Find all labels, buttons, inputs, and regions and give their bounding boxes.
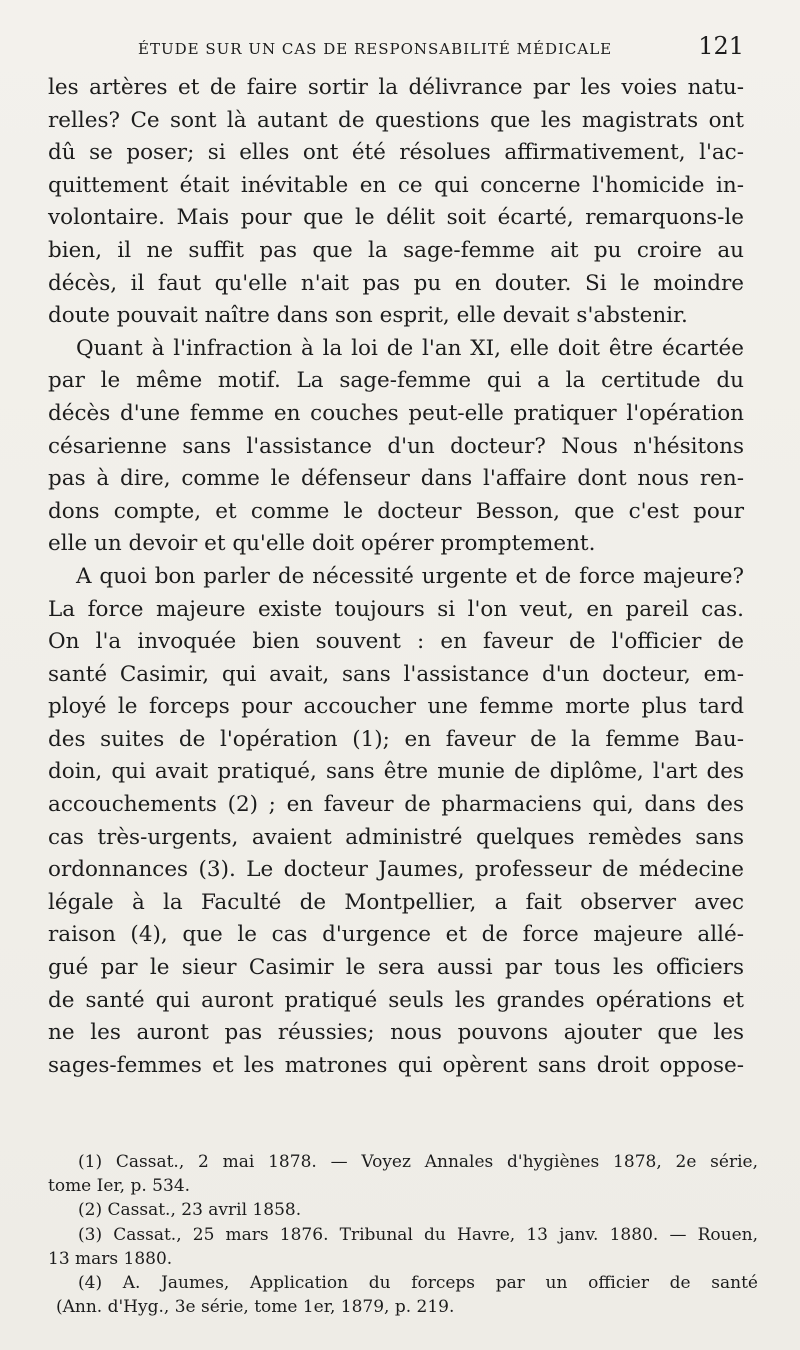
- footnote-line: (2) Cassat., 23 avril 1858.: [78, 1200, 302, 1221]
- text-line: sages-femmes et les matrones qui opèrent sans droit oppose-: [48, 1052, 744, 1078]
- text-line: décès, il faut qu'elle n'ait pas pu en douter. Si le moindre: [48, 270, 744, 296]
- text-line: dû se poser; si elles ont été résolues affirmativement, l'ac-: [48, 140, 744, 166]
- footnote-line: (Ann. d'Hyg., 3e série, tome 1er, 1879, p. 219.: [56, 1297, 455, 1318]
- text-line: volontaire. Mais pour que le délit soit écarté, remarquons-le: [48, 205, 744, 231]
- text-line: accouchements (2) ; en faveur de pharmaciens qui, dans des: [48, 792, 744, 818]
- text-line: quittement était inévitable en ce qui concerne l'homicide in-: [48, 172, 744, 198]
- text-line: par le même motif. La sage-femme qui a la certitude du: [48, 368, 744, 394]
- footnotes: [48, 1150, 758, 1319]
- page-number: 121: [698, 32, 744, 60]
- footnote-line: (4) A. Jaumes, Application du forceps par un officier de santé: [78, 1272, 758, 1293]
- footnote-line: (1) Cassat., 2 mai 1878. — Voyez Annales d'hygiènes 1878, 2e série,: [78, 1152, 758, 1172]
- text-line: décès d'une femme en couches peut-elle pratiquer l'opération: [48, 400, 744, 426]
- text-line: raison (4), que le cas d'urgence et de force majeure allé-: [48, 922, 744, 948]
- text-line: doin, qui avait pratiqué, sans être munie de diplôme, l'art des: [48, 759, 744, 785]
- text-line: les artères et de faire sortir la délivrance par les voies natu-: [48, 75, 744, 100]
- text-line: des suites de l'opération (1); en faveur de la femme Bau-: [48, 726, 744, 752]
- text-line: santé Casimir, qui avait, sans l'assistance d'un docteur, em-: [48, 661, 744, 687]
- text-line: gué par le sieur Casimir le sera aussi par tous les officiers: [48, 955, 744, 981]
- text-line: cas très-urgents, avaient administré quelques remèdes sans: [48, 824, 744, 850]
- text-line: On l'a invoquée bien souvent : en faveur de l'officier de: [48, 629, 744, 655]
- running-head: ÉTUDE SUR UN CAS DE RESPONSABILITÉ MÉDICALE: [138, 40, 613, 58]
- text-line: césarienne sans l'assistance d'un docteur? Nous n'hésitons: [48, 433, 744, 459]
- text-line: ployé le forceps pour accoucher une femme morte plus tard: [48, 694, 744, 720]
- footnote-line: (3) Cassat., 25 mars 1876. Tribunal du Havre, 13 janv. 1880. — Rouen,: [78, 1224, 758, 1245]
- footnote-line: tome Ier, p. 534.: [48, 1176, 191, 1197]
- text-line: légale à la Faculté de Montpellier, a fait observer avec: [48, 889, 744, 915]
- text-line: ne les auront pas réussies; nous pouvons ajouter que les: [48, 1020, 744, 1046]
- text-line: de santé qui auront pratiqué seuls les grandes opérations et: [48, 987, 744, 1013]
- text-line: Quant à l'infraction à la loi de l'an XI, elle doit être écartée: [76, 335, 744, 361]
- text-line: elle un devoir et qu'elle doit opérer promptement.: [48, 531, 596, 557]
- text-line: A quoi bon parler de nécessité urgente et de force majeure?: [76, 563, 744, 589]
- text-line: ordonnances (3). Le docteur Jaumes, professeur de médecine: [48, 857, 744, 883]
- text-line: La force majeure existe toujours si l'on veut, en pareil cas.: [48, 596, 744, 622]
- body-text: [48, 72, 744, 1082]
- text-line: doute pouvait naître dans son esprit, elle devait s'abstenir.: [48, 303, 688, 329]
- text-line: pas à dire, comme le défenseur dans l'affaire dont nous ren-: [48, 466, 744, 492]
- page-header: [48, 30, 744, 70]
- text-line: relles? Ce sont là autant de questions que les magistrats ont: [48, 107, 744, 133]
- footnote-line: 13 mars 1880.: [48, 1248, 173, 1269]
- text-line: bien, il ne suffit pas que la sage-femme ait pu croire au: [48, 237, 744, 263]
- text-line: dons compte, et comme le docteur Besson, que c'est pour: [48, 498, 744, 524]
